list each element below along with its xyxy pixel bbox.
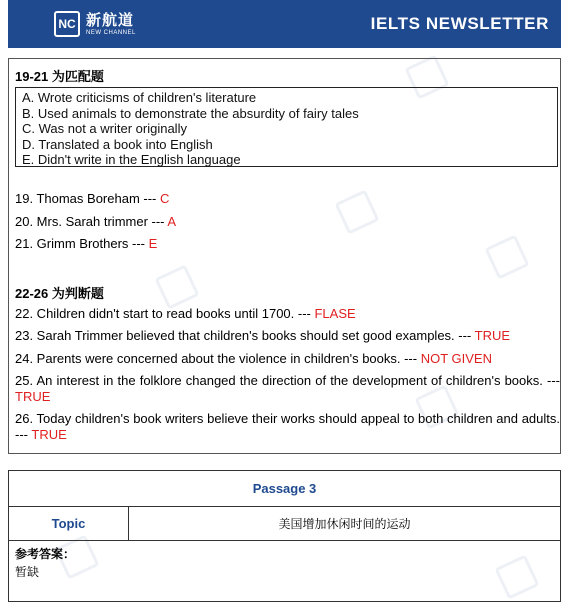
reference-label: 参考答案： [15,547,76,561]
brand-logo [54,11,136,37]
answer-24: NOT GIVEN [420,351,492,366]
tfng-title: 22-26 为判断题 [15,286,104,301]
answer-19: C [159,191,170,206]
question-23: 23. Sarah Trimmer believed that children's books should set good examples. --- TRUE [15,328,511,343]
passage-row [9,471,560,507]
question-19: 19. Thomas Boreham --- C [15,191,170,206]
option-d: D. Translated a book into English [22,136,213,152]
newsletter-title: IELTS NEWSLETTER [370,14,549,33]
reference-row [9,541,560,585]
answer-25: TRUE [15,389,51,404]
option-a: A. Wrote criticisms of children's literature [22,90,257,105]
answers-section [8,58,561,454]
answer-26: TRUE [31,427,67,442]
question-25: 25. An interest in the folklore changed the direction of the development of children's books. --- TRUE [15,373,560,404]
passage-title: Passage 3 [252,481,317,496]
question-20: 20. Mrs. Sarah trimmer --- A [15,214,177,229]
question-22: 22. Children didn't start to read books until 1700. --- FLASE [15,306,356,321]
matching-title: 19-21 为匹配题 [15,69,104,84]
passage-table [8,470,561,602]
topic-value: 美国增加休闲时间的运动 [278,517,411,531]
answer-20: A [167,214,177,229]
answer-21: E [148,236,158,251]
topic-row [9,507,560,541]
option-b: B. Used animals to demonstrate the absurdity of fairy tales [22,105,359,121]
answer-22: FLASE [314,306,356,321]
matching-options-box [15,87,558,167]
reference-value: 暂缺 [15,565,40,579]
topic-label: Topic [9,507,129,540]
logo-mark: NC [54,11,80,37]
logo-english-name: NEW CHANNEL [86,29,136,36]
question-24: 24. Parents were concerned about the violence in children's books. --- NOT GIVEN [15,351,492,366]
logo-chinese-name: 新航道 [86,11,135,29]
question-26: 26. Today children's book writers believe their works should appeal to both children and adults. --- TRUE [15,411,560,442]
newsletter-header [8,0,561,48]
question-21: 21. Grimm Brothers --- E [15,236,158,251]
option-c: C. Was not a writer originally [22,121,187,136]
answer-23: TRUE [474,328,511,343]
option-e: E. Didn't write in the English language [22,152,241,167]
